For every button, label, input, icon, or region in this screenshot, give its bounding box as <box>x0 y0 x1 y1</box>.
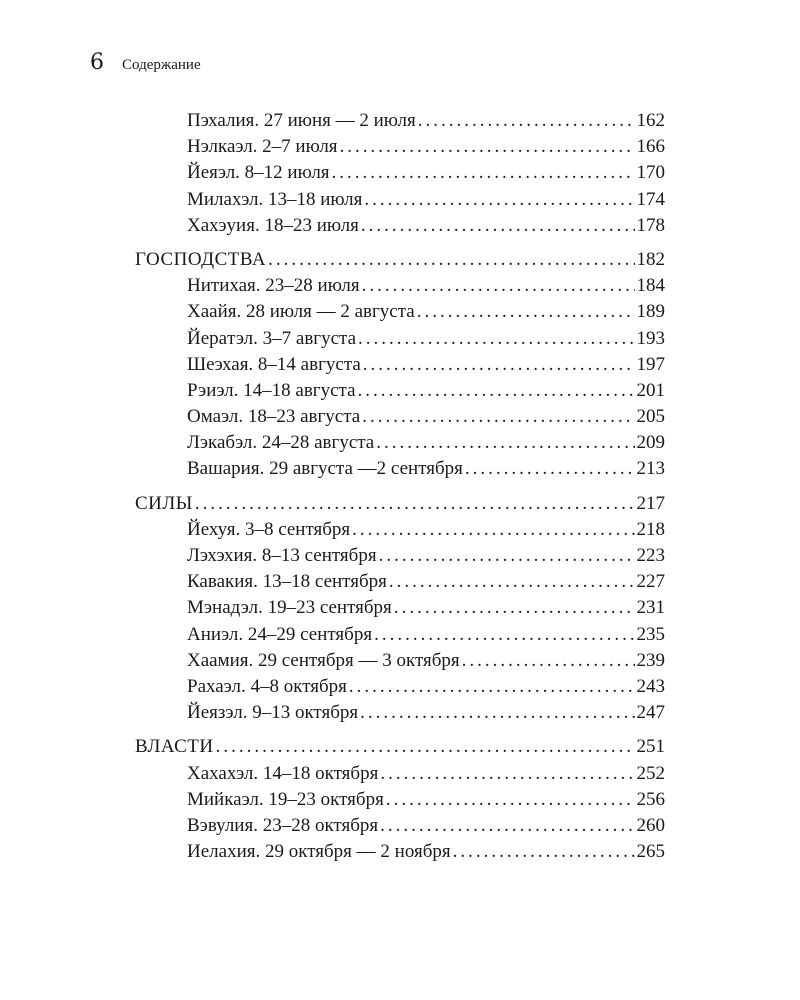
dot-leader <box>349 674 635 700</box>
toc-section <box>135 734 665 865</box>
toc-entry[interactable] <box>135 326 665 352</box>
dot-leader <box>379 543 635 569</box>
dot-leader <box>360 700 634 726</box>
toc-entry[interactable] <box>135 134 665 160</box>
entry-title: Хахахэл. 14–18 октября <box>187 762 379 784</box>
entry-title: Нэлкаэл. 2–7 июля <box>187 136 338 158</box>
dot-leader <box>417 299 635 325</box>
dot-leader <box>364 187 634 213</box>
toc-section-heading[interactable] <box>135 247 665 273</box>
section-title: СИЛЫ <box>135 492 193 514</box>
toc-entry[interactable] <box>135 404 665 430</box>
page-ref: 184 <box>636 275 665 297</box>
page-ref: 193 <box>636 327 665 349</box>
toc-section <box>135 247 665 483</box>
dot-leader <box>394 595 635 621</box>
page-ref: 265 <box>636 841 665 863</box>
toc-entry[interactable] <box>135 273 665 299</box>
toc-entry[interactable] <box>135 299 665 325</box>
dot-leader <box>216 734 635 760</box>
page-ref: 197 <box>636 353 665 375</box>
entry-title: Кавакия. 13–18 сентября <box>187 571 387 593</box>
toc-entry[interactable] <box>135 430 665 456</box>
toc-section <box>135 491 665 727</box>
toc-entry[interactable] <box>135 595 665 621</box>
table-of-contents <box>135 108 665 873</box>
page-ref: 205 <box>636 406 665 428</box>
entry-title: Милахэл. 13–18 июля <box>187 188 363 210</box>
entry-title: Рэиэл. 14–18 августа <box>187 379 356 401</box>
entry-title: Вашария. 29 августа —2 сентября <box>187 458 463 480</box>
page-ref: 174 <box>636 188 665 210</box>
dot-leader <box>340 134 635 160</box>
page-ref: 252 <box>636 762 665 784</box>
dot-leader <box>332 160 635 186</box>
page-ref: 178 <box>636 214 665 236</box>
dot-leader <box>380 813 634 839</box>
toc-entry[interactable] <box>135 839 665 865</box>
section-title: ВЛАСТИ <box>135 736 214 758</box>
entry-title: Хахэуия. 18–23 июля <box>187 214 359 236</box>
toc-entry[interactable] <box>135 761 665 787</box>
entry-title: Рахаэл. 4–8 октября <box>187 675 347 697</box>
entry-title: Хаайя. 28 июля — 2 августа <box>187 301 415 323</box>
toc-section-heading[interactable] <box>135 734 665 760</box>
entry-title: Лэкабэл. 24–28 августа <box>187 432 375 454</box>
dot-leader <box>358 378 635 404</box>
toc-entry[interactable] <box>135 813 665 839</box>
page-ref: 170 <box>636 162 665 184</box>
toc-entry[interactable] <box>135 160 665 186</box>
page-header <box>90 50 201 75</box>
page-ref: 243 <box>636 675 665 697</box>
page-ref: 189 <box>636 301 665 323</box>
dot-leader <box>363 352 635 378</box>
toc-entry[interactable] <box>135 543 665 569</box>
page-ref: 231 <box>636 597 665 619</box>
page-ref: 247 <box>636 702 665 724</box>
dot-leader <box>376 430 634 456</box>
page-ref: 209 <box>636 432 665 454</box>
dot-leader <box>195 491 635 517</box>
entry-title: Йерaтэл. 3–7 августа <box>187 327 357 349</box>
entry-title: Нитихая. 23–28 июля <box>187 275 360 297</box>
entry-title: Мэнадэл. 19–23 сентября <box>187 597 392 619</box>
page-ref: 166 <box>636 136 665 158</box>
entry-title: Вэвулия. 23–28 октября <box>187 814 379 836</box>
entry-title: Йеязэл. 9–13 октября <box>187 702 359 724</box>
dot-leader <box>418 108 635 134</box>
entry-title: Шеэхая. 8–14 августа <box>187 353 361 375</box>
page-number: 6 <box>90 50 104 75</box>
entry-title: Пэхалия. 27 июня — 2 июля <box>187 110 416 131</box>
dot-leader <box>361 213 635 239</box>
page-ref: 239 <box>636 649 665 671</box>
entry-title: Хаамия. 29 сентября — 3 октября <box>187 649 460 671</box>
entry-title: Иелахия. 29 октября — 2 ноября <box>187 841 451 863</box>
entry-title: Йехуя. 3–8 сентября <box>187 518 351 540</box>
running-title: Содержание <box>122 57 201 73</box>
toc-section <box>135 108 665 239</box>
page-ref: 182 <box>636 248 665 270</box>
dot-leader <box>362 404 634 430</box>
toc-entry[interactable] <box>135 378 665 404</box>
toc-entry[interactable] <box>135 352 665 378</box>
page-ref: 162 <box>636 110 665 131</box>
dot-leader <box>380 761 634 787</box>
dot-leader <box>453 839 635 865</box>
dot-leader <box>268 247 634 273</box>
toc-entry[interactable] <box>135 456 665 482</box>
page-ref: 251 <box>636 736 665 758</box>
toc-entry[interactable] <box>135 622 665 648</box>
dot-leader <box>374 622 634 648</box>
dot-leader <box>389 569 635 595</box>
page-ref: 217 <box>636 492 665 514</box>
dot-leader <box>465 456 635 482</box>
page-ref: 218 <box>636 518 665 540</box>
entry-title: Лэхэхия. 8–13 сентября <box>187 545 377 566</box>
toc-entry[interactable] <box>135 674 665 700</box>
toc-entry[interactable] <box>135 187 665 213</box>
entry-title: Мийкаэл. 19–23 октября <box>187 788 384 810</box>
page-ref: 201 <box>636 379 665 401</box>
dot-leader <box>362 273 635 299</box>
toc-entry[interactable] <box>135 569 665 595</box>
entry-title: Аниэл. 24–29 сентября <box>187 623 373 645</box>
toc-entry[interactable] <box>135 648 665 674</box>
page-ref: 227 <box>636 571 665 593</box>
toc-entry[interactable] <box>135 517 665 543</box>
toc-entry[interactable] <box>135 700 665 726</box>
toc-entry[interactable] <box>135 787 665 813</box>
page-ref: 213 <box>636 458 665 480</box>
entry-title: Йеяэл. 8–12 июля <box>187 162 330 184</box>
page-ref: 235 <box>636 623 665 645</box>
dot-leader <box>352 517 634 543</box>
section-title: ГОСПОДСТВА <box>135 248 267 270</box>
dot-leader <box>386 787 635 813</box>
entry-title: Омаэл. 18–23 августа <box>187 406 361 428</box>
page-ref: 260 <box>636 814 665 836</box>
page-ref: 223 <box>636 545 665 566</box>
page-ref: 256 <box>636 788 665 810</box>
dot-leader <box>462 648 635 674</box>
toc-section-heading[interactable] <box>135 491 665 517</box>
dot-leader <box>358 326 634 352</box>
toc-entry[interactable] <box>135 108 665 134</box>
toc-entry[interactable] <box>135 213 665 239</box>
